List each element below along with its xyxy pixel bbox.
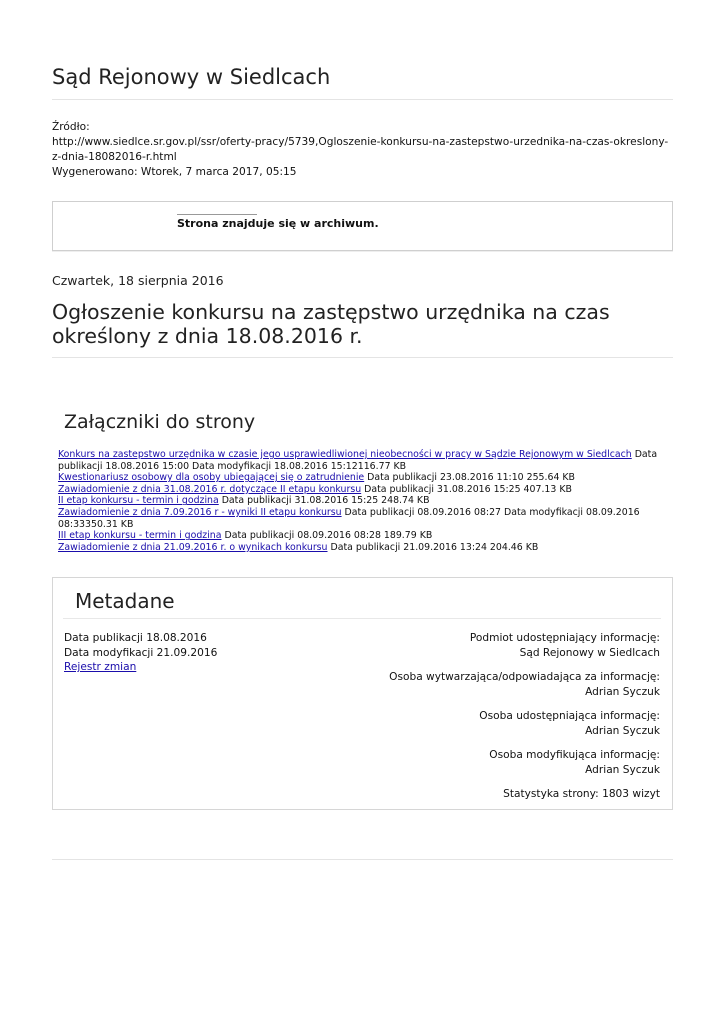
metadata-dates [64, 631, 217, 675]
list-item [58, 530, 670, 542]
divider [177, 214, 257, 215]
article-date: Czwartek, 18 sierpnia 2016 [52, 273, 224, 288]
divider [63, 618, 661, 619]
producer-block [340, 670, 660, 700]
attachment-link[interactable]: III etap konkursu - termin i godzina [58, 530, 222, 542]
provider-block [340, 631, 660, 661]
archive-notice: Strona znajduje się w archiwum. [177, 217, 379, 230]
site-title: Sąd Rejonowy w Siedlcach [52, 65, 331, 89]
provider-label: Podmiot udostępniający informację: [469, 632, 660, 644]
publication-date: Data publikacji 18.08.2016 [64, 632, 207, 644]
attachment-link[interactable]: Zawiadomienie z dnia 31.08.2016 r. dotyczące II etapu konkursu [58, 483, 362, 495]
attachment-link[interactable]: Zawiadomienie z dnia 21.09.2016 r. o wynikach konkursu [58, 541, 328, 553]
modifier-label: Osoba modyfikująca informację: [489, 749, 660, 761]
sharer-block [340, 709, 660, 739]
source-info [52, 120, 673, 180]
article-title: Ogłoszenie konkursu na zastępstwo urzędnika na czas określony z dnia 18.08.2016 r. [52, 300, 610, 348]
attachment-info: Data publikacji 23.08.2016 11:10 255.64 KB [364, 472, 575, 484]
sharer-label: Osoba udostępniająca informację: [479, 710, 660, 722]
attachment-info: Data publikacji 31.08.2016 15:25 407.13 KB [361, 483, 572, 495]
attachment-info: Data publikacji 31.08.2016 15:25 248.74 KB [218, 495, 430, 507]
attachment-link[interactable]: Konkurs na zastepstwo urzędnika w czasie jego usprawiedliwionej nieobecności w pracy w Sądzie Rejonowym w Siedlcach [58, 449, 632, 460]
divider [52, 99, 673, 100]
attachment-link[interactable]: Zawiadomienie z dnia 7.09.2016 r - wyniki II etapu konkursu [58, 506, 342, 518]
list-item [58, 484, 670, 496]
list-item [58, 507, 670, 530]
provider-value: Sąd Rejonowy w Siedlcach [519, 647, 660, 659]
attachment-info: Data publikacji 08.09.2016 08:27 Data modyfikacji 08.09.2016 08:33350.31 KB [58, 506, 640, 530]
metadata-people [340, 631, 660, 811]
sharer-value: Adrian Syczuk [585, 725, 660, 737]
attachment-info: Data publikacji 08.09.2016 08:28 189.79 KB [221, 530, 433, 542]
attachment-link[interactable]: II etap konkursu - termin i godzina [58, 495, 219, 507]
list-item [58, 495, 670, 507]
modifier-block [340, 748, 660, 778]
modifier-value: Adrian Syczuk [585, 764, 660, 776]
changelog-link[interactable]: Rejestr zmian [64, 661, 137, 673]
divider [52, 357, 673, 358]
source-label: Źródło: [52, 121, 90, 133]
attachment-link[interactable]: Kwestionariusz osobowy dla osoby ubiegającej się o zatrudnienie [58, 472, 365, 484]
metadata-box [52, 577, 673, 810]
list-item [58, 449, 670, 472]
generated-date: Wygenerowano: Wtorek, 7 marca 2017, 05:15 [52, 166, 297, 178]
page-stats: Statystyka strony: 1803 wizyt [503, 788, 660, 800]
source-url: http://www.siedlce.sr.gov.pl/ssr/oferty-pracy/5739,Ogloszenie-konkursu-na-zastepstwo-urzednika-na-czas-okreslony-z-dnia-18082016-r.html [52, 136, 669, 163]
attachments-title: Załączniki do strony [64, 411, 256, 433]
archive-notice-box [52, 201, 673, 251]
producer-value: Adrian Syczuk [585, 686, 660, 698]
attachment-info: Data publikacji 18.08.2016 15:00 Data modyfikacji 18.08.2016 15:12116.77 KB [58, 449, 658, 472]
attachment-info: Data publikacji 21.09.2016 13:24 204.46 KB [327, 541, 539, 553]
modification-date: Data modyfikacji 21.09.2016 [64, 646, 218, 659]
producer-label: Osoba wytwarzająca/odpowiadająca za informację: [389, 671, 660, 683]
list-item [58, 542, 670, 554]
divider [52, 859, 673, 860]
list-item [58, 472, 670, 484]
attachments-list [58, 449, 670, 553]
metadata-title: Metadane [75, 589, 175, 613]
